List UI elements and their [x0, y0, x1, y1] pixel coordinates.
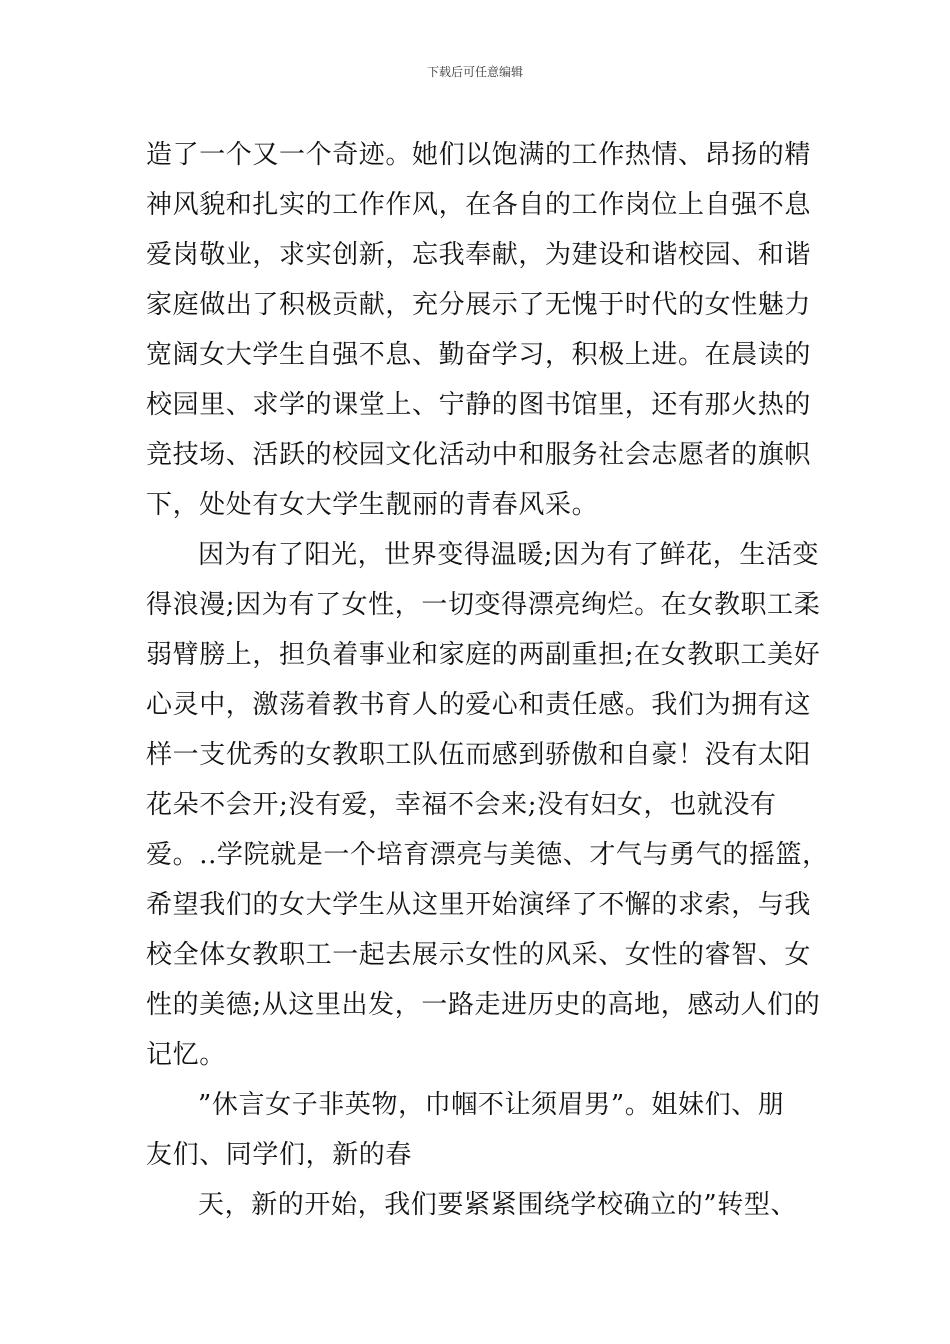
text-line: 天，新的开始，我们要紧紧围绕学校确立的”转型、: [198, 1190, 798, 1220]
text-line: 样一支优秀的女教职工队伍而感到骄傲和自豪！没有太阳: [146, 740, 812, 770]
text-line: 得浪漫;因为有了女性，一切变得漂亮绚烂。在女教职工柔: [146, 590, 821, 620]
text-line: 校全体女教职工一起去展示女性的风采、女性的睿智、女: [146, 940, 812, 970]
text-line: 神风貌和扎实的工作作风，在各自的工作岗位上自强不息: [146, 190, 812, 220]
text-line: 宽阔女大学生自强不息、勤奋学习，积极上进。在晨读的: [146, 340, 812, 370]
text-line: 校园里、求学的课堂上、宁静的图书馆里，还有那火热的: [146, 390, 812, 420]
text-line: 竞技场、活跃的校园文化活动中和服务社会志愿者的旗帜: [146, 440, 812, 470]
text-line: 家庭做出了积极贡献，充分展示了无愧于时代的女性魅力: [146, 290, 812, 320]
text-line: 爱岗敬业，求实创新，忘我奉献，为建设和谐校园、和谐: [146, 240, 812, 270]
text-line: 心灵中，激荡着教书育人的爱心和责任感。我们为拥有这: [146, 690, 812, 720]
text-line: 记忆。: [146, 1040, 226, 1070]
text-line: 下，处处有女大学生靓丽的青春风采。: [146, 490, 599, 520]
text-line: 花朵不会开;没有爱，幸福不会来;没有妇女，也就没有: [146, 790, 777, 820]
text-line: 爱。..学院就是一个培育漂亮与美德、才气与勇气的摇篮，: [146, 840, 829, 870]
document-body: [146, 130, 836, 1230]
text-line: 弱臂膀上，担负着事业和家庭的两副重担;在女教职工美好: [146, 640, 821, 670]
text-line: 友们、同学们，新的春: [146, 1140, 413, 1170]
text-line: 造了一个又一个奇迹。她们以饱满的工作热情、昂扬的精: [146, 140, 812, 170]
text-line: 性的美德;从这里出发，一路走进历史的高地，感动人们的: [146, 990, 821, 1020]
text-line: 希望我们的女大学生从这里开始演绎了不懈的求索，与我: [146, 890, 812, 920]
page-header: 下载后可任意编辑: [426, 65, 523, 79]
text-line: 因为有了阳光，世界变得温暖;因为有了鲜花，生活变: [198, 540, 820, 570]
text-line: ”休言女子非英物，巾帼不让须眉男”。姐妹们、朋: [198, 1090, 785, 1120]
